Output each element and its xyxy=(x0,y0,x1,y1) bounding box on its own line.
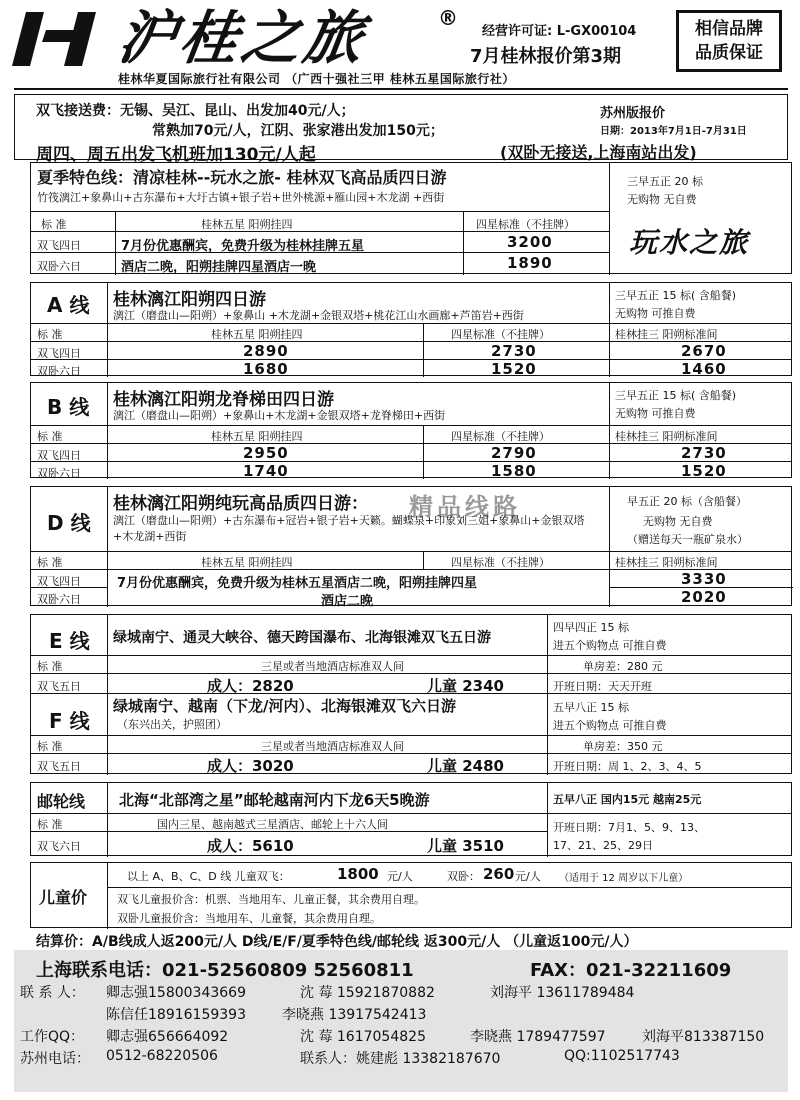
summer-row1-label: 双飞四日 xyxy=(37,239,81,252)
line-a-col2-header: 四星标准（不挂牌） xyxy=(451,328,550,341)
contact-entry: 李晓燕 13917542413 xyxy=(282,1007,427,1023)
summer-special-section xyxy=(30,162,792,274)
header-divider xyxy=(14,88,788,90)
cruise-meals: 五早八正 国内15元 越南25元 xyxy=(553,793,702,806)
line-d-col2-header: 四星标准（不挂牌） xyxy=(451,556,550,569)
suzhou-contact: 联系人：姚建彪 13382187670 xyxy=(300,1051,501,1067)
summer-promo-line2: 酒店二晚，阳朔挂牌四星酒店一晚 xyxy=(121,260,317,275)
date-range: 日期：2013年7月1日-7月31日 xyxy=(600,126,747,137)
child-sleeper-unit: 元/人 xyxy=(515,870,541,883)
line-d-promo-line2: 酒店二晚 xyxy=(321,594,374,609)
summer-shopping: 无购物 无自费 xyxy=(627,193,697,206)
transfer-fee-line1: 双飞接送费：无锡、吴江、昆山、出发加40元/人； xyxy=(36,103,355,119)
line-b-title: 桂林漓江阳朔龙脊梯田四日游 xyxy=(113,390,334,410)
line-a-price: 1680 xyxy=(243,360,289,378)
line-a-price: 2670 xyxy=(681,342,727,360)
summer-price-flight: 3200 xyxy=(507,233,553,251)
fax-number: FAX：021-32211609 xyxy=(530,960,732,981)
child-flight-unit: 元/人 xyxy=(387,870,413,883)
cruise-schedule-line2: 17、21、25、29日 xyxy=(553,839,653,852)
line-d-price-sleeper: 2020 xyxy=(681,588,727,606)
cruise-hotel: 国内三星、越南越式三星酒店、邮轮上十六人间 xyxy=(157,818,388,831)
qq-entry: 刘海平813387150 xyxy=(642,1029,765,1045)
badge-line2: 品质保证 xyxy=(695,43,763,63)
line-b-section xyxy=(30,382,792,478)
line-ef-section xyxy=(30,614,792,774)
line-f-subtitle: （东兴出关，护照团） xyxy=(117,718,227,731)
line-a-price: 2730 xyxy=(491,342,537,360)
line-a-label: A 线 xyxy=(47,293,90,317)
child-line-intro: 以上 A、B、C、D 线 儿童双飞： xyxy=(127,870,290,883)
line-b-meals: 三早五正 15 标( 含船餐) xyxy=(615,389,737,402)
line-a-shopping: 无购物 可推自费 xyxy=(615,307,696,320)
issue-title: 7月桂林报价第3期 xyxy=(470,46,622,67)
cruise-line-section xyxy=(30,782,792,856)
company-name: 桂林华夏国际旅行社有限公司 （广西十强社三甲 桂林五星国际旅行社） xyxy=(118,72,515,86)
contacts-label: 联 系 人： xyxy=(20,985,85,1001)
line-d-route: 漓江（磨盘山—阳朔）+古东瀑布+冠岩+银子岩+天籁。蝴蝶泉+印象刘三姐+象鼻山+金银双塔+木龙湖+西街 xyxy=(113,514,585,543)
summer-col1-header: 桂林五星 阳朔挂四 xyxy=(201,218,293,231)
summer-route: 竹筏漓江+象鼻山+古东瀑布+大圩古镇+银子岩+世外桃源+雁山园+木龙湖 +西街 xyxy=(37,191,445,204)
suzhou-qq: QQ:1102517743 xyxy=(564,1048,680,1064)
line-f-meals: 五早八正 15 标 xyxy=(553,701,629,714)
line-a-row2-label: 双卧六日 xyxy=(37,365,81,378)
line-a-meals: 三早五正 15 标( 含船餐) xyxy=(615,289,737,302)
line-d-std-header: 标 准 xyxy=(37,556,63,569)
child-price-section xyxy=(30,862,792,928)
settlement-note: 结算价：A/B线成人返200元/人 D线/E/F/夏季特色线/邮轮线 返300元/人 （儿童返100元/人） xyxy=(36,934,638,950)
line-b-std-header: 标 准 xyxy=(37,430,63,443)
transfer-fee-line2: 常熟加70元/人，江阴、张家港出发加150元； xyxy=(152,123,444,139)
license-number: 经营许可证: L-GX00104 xyxy=(482,24,637,39)
summer-promo-line1: 7月份优惠酬宾，免费升级为桂林挂牌五星 xyxy=(121,239,365,254)
badge-line1: 相信品牌 xyxy=(695,19,763,39)
line-b-price: 2730 xyxy=(681,444,727,462)
line-a-route: 漓江（磨盘山—阳朔）+象鼻山 +木龙湖+金银双塔+桃花江山水画廊+芦笛岩+西街 xyxy=(113,309,524,322)
child-sleeper-includes: 双卧儿童报价含：当地用车、儿童餐，其余费用自理。 xyxy=(117,912,381,925)
line-b-price: 1520 xyxy=(681,462,727,480)
line-d-col1-header: 桂林五星 阳朔挂四 xyxy=(201,556,293,569)
line-e-shopping: 进五个购物点 可推自费 xyxy=(553,639,667,652)
qq-entry: 李晓燕 1789477597 xyxy=(470,1029,606,1045)
line-d-price-flight: 3330 xyxy=(681,570,727,588)
child-flight-price: 1800 xyxy=(337,865,379,883)
line-e-row1-label: 双飞五日 xyxy=(37,680,81,693)
line-d-title: 桂林漓江阳朔纯玩高品质四日游： xyxy=(113,494,368,514)
water-trip-stamp: 玩水之旅 xyxy=(629,226,750,259)
suzhou-phone: 0512-68220506 xyxy=(106,1048,218,1064)
line-e-std-header: 标 准 xyxy=(37,660,63,673)
qq-entry: 卿志强656664092 xyxy=(106,1029,229,1045)
cruise-child-price: 儿童 3510 xyxy=(427,837,504,855)
line-e-schedule: 开班日期：天天开班 xyxy=(553,680,652,693)
child-flight-includes: 双飞儿童报价含：机票、当地用车、儿童正餐，其余费用自理。 xyxy=(117,893,425,906)
line-f-title: 绿城南宁、越南（下龙/河内）、北海银滩双飞六日游 xyxy=(113,697,456,715)
summer-title: 夏季特色线：清凉桂林--玩水之旅- 桂林双飞高品质四日游 xyxy=(37,168,447,187)
line-d-gift: （赠送每天一瓶矿泉水） xyxy=(627,533,748,546)
contact-entry: 卿志强15800343669 xyxy=(106,985,246,1001)
transfer-fee-line3: 周四、周五出发飞机班加130元/人起 xyxy=(36,145,316,165)
line-e-hotel: 三星或者当地酒店标准双人间 xyxy=(261,660,404,673)
line-b-price: 2950 xyxy=(243,444,289,462)
line-a-col3-header: 桂林挂三 阳朔标准间 xyxy=(615,328,718,341)
cruise-title: 北海“北部湾之星”邮轮越南河内下龙6天5晚游 xyxy=(119,791,430,809)
qq-entry: 沈 莓 1617054825 xyxy=(300,1029,426,1045)
brand-name: 沪桂之旅 xyxy=(113,4,371,72)
cruise-row1-label: 双飞六日 xyxy=(37,840,81,853)
line-f-single-supplement: 单房差：350 元 xyxy=(583,740,663,753)
line-d-meals: 早五正 20 标（含船餐） xyxy=(627,495,747,508)
registered-mark: ® xyxy=(438,6,458,30)
summer-meals: 三早五正 20 标 xyxy=(627,175,703,188)
line-f-child-price: 儿童 2480 xyxy=(427,757,504,775)
line-a-price: 1520 xyxy=(491,360,537,378)
summer-row2-label: 双卧六日 xyxy=(37,260,81,273)
line-b-row2-label: 双卧六日 xyxy=(37,467,81,480)
line-a-price: 2890 xyxy=(243,342,289,360)
line-d-promo-line1: 7月份优惠酬宾，免费升级为桂林五星酒店二晚，阳朔挂牌四星 xyxy=(117,576,478,591)
line-a-price: 1460 xyxy=(681,360,727,378)
edition-label: 苏州版报价 xyxy=(600,106,666,121)
line-e-single-supplement: 单房差：280 元 xyxy=(583,660,663,673)
line-f-adult-price: 成人：3020 xyxy=(207,757,294,775)
child-sleeper-price: 260 xyxy=(483,865,515,883)
line-b-route: 漓江（磨盘山—阳朔）+象鼻山+木龙湖+金银双塔+龙脊梯田+西街 xyxy=(113,409,446,422)
shanghai-phone: 上海联系电话：021-52560809 52560811 xyxy=(36,960,414,981)
line-e-adult-price: 成人：2820 xyxy=(207,677,294,695)
work-qq-label: 工作QQ： xyxy=(20,1029,85,1045)
line-d-shopping: 无购物 无自费 xyxy=(643,515,713,528)
line-b-col1-header: 桂林五星 阳朔挂四 xyxy=(211,430,303,443)
summer-col2-header: 四星标准（不挂牌） xyxy=(476,218,575,231)
summer-price-sleeper: 1890 xyxy=(507,254,553,272)
line-b-label: B 线 xyxy=(47,395,90,419)
line-f-label: F 线 xyxy=(49,709,90,733)
company-logo-icon xyxy=(12,8,104,70)
line-b-col3-header: 桂林挂三 阳朔标准间 xyxy=(615,430,718,443)
line-b-row1-label: 双飞四日 xyxy=(37,449,81,462)
contact-footer xyxy=(14,950,788,1092)
line-d-row1-label: 双飞四日 xyxy=(37,575,81,588)
quality-badge xyxy=(676,10,782,72)
line-b-col2-header: 四星标准（不挂牌） xyxy=(451,430,550,443)
line-a-col1-header: 桂林五星 阳朔挂四 xyxy=(211,328,303,341)
line-d-section xyxy=(30,486,792,609)
line-f-std-header: 标 准 xyxy=(37,740,63,753)
line-a-row1-label: 双飞四日 xyxy=(37,347,81,360)
contact-entry: 刘海平 13611789484 xyxy=(490,985,635,1001)
cruise-label: 邮轮线 xyxy=(37,792,86,811)
line-b-shopping: 无购物 可推自费 xyxy=(615,407,696,420)
contact-entry: 陈信任18916159393 xyxy=(106,1007,246,1023)
line-b-price: 1580 xyxy=(491,462,537,480)
summer-std-header: 标 准 xyxy=(41,218,67,231)
line-b-price: 2790 xyxy=(491,444,537,462)
line-f-shopping: 进五个购物点 可推自费 xyxy=(553,719,667,732)
line-e-title: 绿城南宁、通灵大峡谷、德天跨国瀑布、北海银滩双飞五日游 xyxy=(113,630,491,646)
child-age-note: （适用于 12 周岁以下儿童） xyxy=(559,873,689,884)
line-a-std-header: 标 准 xyxy=(37,328,63,341)
sleeper-note: (双卧无接送,上海南站出发) xyxy=(500,143,697,162)
line-d-col3-header: 桂林挂三 阳朔标准间 xyxy=(615,556,718,569)
cruise-schedule-line1: 开班日期：7月1、5、9、13、 xyxy=(553,821,705,834)
line-b-price: 1740 xyxy=(243,462,289,480)
line-e-meals: 四早四正 15 标 xyxy=(553,621,629,634)
line-d-label: D 线 xyxy=(47,511,91,535)
line-f-schedule: 开班日期：周 1、2、3、4、5 xyxy=(553,760,702,773)
child-sleeper-label: 双卧： xyxy=(447,870,480,883)
cruise-std-header: 标 准 xyxy=(37,818,63,831)
line-f-hotel: 三星或者当地酒店标准双人间 xyxy=(261,740,404,753)
child-price-label: 儿童价 xyxy=(39,888,88,907)
line-a-section xyxy=(30,282,792,376)
line-d-row2-label: 双卧六日 xyxy=(37,593,81,606)
premium-route-watermark: 精品线路 xyxy=(409,492,521,521)
line-a-title: 桂林漓江阳朔四日游 xyxy=(113,290,266,310)
line-e-child-price: 儿童 2340 xyxy=(427,677,504,695)
line-e-label: E 线 xyxy=(49,629,90,653)
line-f-row1-label: 双飞五日 xyxy=(37,760,81,773)
cruise-adult-price: 成人：5610 xyxy=(207,837,294,855)
contact-entry: 沈 莓 15921870882 xyxy=(300,985,435,1001)
suzhou-phone-label: 苏州电话： xyxy=(20,1051,90,1067)
